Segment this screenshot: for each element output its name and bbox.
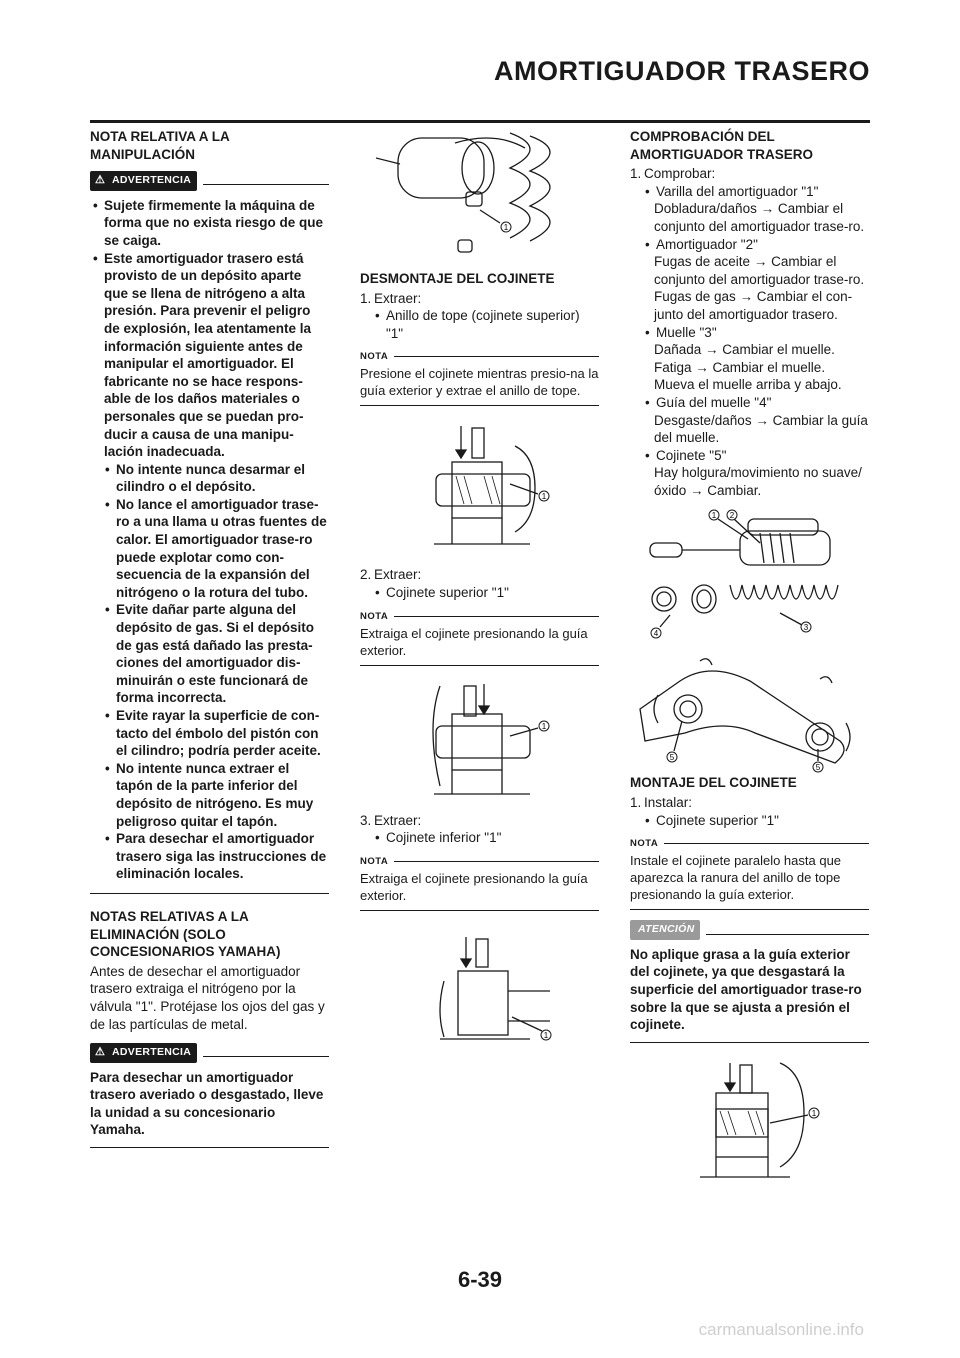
shock-parts-figure <box>630 499 869 774</box>
svg-text:1: 1 <box>541 492 547 502</box>
caution-text: No aplique grasa a la guía exterior del cojinete, ya que desgastará la superficie del amortiguador trase-ro sobre la que se ajusta a presión el cojinete. <box>630 946 862 1033</box>
warning-header <box>90 171 329 191</box>
bearing-removal-figure-2 <box>360 676 599 812</box>
column-right: COMPROBACIÓN DEL AMORTIGUADOR TRASERO 1. Comprobar: • Varilla del amortiguador "1" Dobladura/daños → Cambiar el conjunto del amortiguador trase-ro. • Amortiguador "2" Fugas de aceite → Cambiar el conjunto del amortiguador trase-ro. Fugas de gas → Cambiar el con-junto del amortiguador trasero. • Muelle "3" Dañada → Cambiar el muelle. Fatiga → Cambiar el muelle. Mueva el muelle arriba y abajo. • Guía del muelle "4" Desgaste/daños → Cambiar la guía del muelle. • Cojinete "5" Hay holgura/movimiento no suave/óxido → Cambiar. 1 2 3 4 5 5 MONTAJE DEL COJINETE 1. Instalar: • Cojinete superior "1" NOTA Instale el cojinete paralelo hasta que aparezca la ranura del anillo de tope presionando la guía exterior. ATENCIÓN No aplique grasa a la guía exterior del cojinete, ya que desgastará la superficie del amortiguador trase-ro sobre la que se ajusta a presión el cojinete. 1 <box>630 128 869 1187</box>
svg-text:4: 4 <box>653 629 659 639</box>
column-left <box>90 128 329 1162</box>
caution-header <box>630 920 869 940</box>
caution-badge: ATENCIÓN <box>630 920 700 940</box>
bearing-install-figure <box>630 1057 869 1187</box>
watermark: carmanualsonline.info <box>698 1320 864 1339</box>
warning-triangle-icon: ⚠ <box>95 174 106 187</box>
svg-text:5: 5 <box>669 753 675 763</box>
warning-subitem: • Evite rayar la superficie de con-tacto del émbolo del pistón con el cilindro; podría perder aceite. <box>90 707 329 760</box>
warning-subitem: • No intente nunca extraer el tapón de la parte inferior del depósito de nitrógeno. Es muy peligroso quitar el tapón. <box>90 760 329 830</box>
warning-subitem: • No intente nunca desarmar el cilindro o el depósito. <box>90 461 329 496</box>
warning-subitem: • No lance el amortiguador trase-ro a una llama u otras fuentes de calor. El amortiguador trase-ro puede explotar como con-secuencia de la expansión del nitrógeno o la rotura del tubo. <box>90 496 329 602</box>
warning-header <box>90 1043 329 1063</box>
svg-text:1: 1 <box>711 511 717 521</box>
note-box: NOTA Presione el cojinete mientras presio-na la guía exterior y extrae el anillo de tope. <box>360 348 599 406</box>
bearing-removal-figure-1 <box>360 416 599 566</box>
note-box: NOTA Instale el cojinete paralelo hasta que aparezca la ranura del anillo de tope presionando la guía exterior. <box>630 835 869 910</box>
svg-text:3: 3 <box>803 623 809 633</box>
svg-text:2: 2 <box>729 511 735 521</box>
svg-text:5: 5 <box>815 763 821 773</box>
disposal-text: Antes de desechar el amortiguador trasero extraiga el nitrógeno por la válvula "1". Protéjase los ojos del gas y de las partículas de metal. <box>90 963 325 1032</box>
heading-bearing-removal: DESMONTAJE DEL COJINETE <box>360 271 555 286</box>
page-title: AMORTIGUADOR TRASERO <box>494 56 870 86</box>
svg-text:1: 1 <box>543 1030 549 1040</box>
warning-badge: ⚠ ADVERTENCIA <box>90 1043 197 1063</box>
page-header <box>90 56 870 123</box>
shock-valve-figure <box>360 128 599 270</box>
disposal-warning-text: Para desechar un amortiguador trasero averiado o desgastado, lleve la unidad a su concesionario Yamaha. <box>90 1069 324 1138</box>
note-box: NOTA Extraiga el cojinete presionando la guía exterior. <box>360 608 599 666</box>
svg-text:1: 1 <box>811 1108 817 1118</box>
heading-bearing-install: MONTAJE DEL COJINETE <box>630 775 797 791</box>
svg-text:1: 1 <box>541 721 547 731</box>
bearing-removal-figure-3 <box>360 921 599 1061</box>
heading-shock-check: COMPROBACIÓN DEL AMORTIGUADOR TRASERO <box>630 129 813 162</box>
warning-subitem: • Evite dañar parte alguna del depósito de gas. Si el depósito de gas está dañado las presta-ciones del amortiguador dis-minuirán o este funcionará de forma incorrecta. <box>90 601 329 707</box>
note-box: NOTA Extraiga el cojinete presionando la guía exterior. <box>360 853 599 911</box>
warning-badge: ⚠ ADVERTENCIA <box>90 171 197 191</box>
warning-item: • Este amortiguador trasero está provisto de un depósito aparte que se llena de nitrógeno a alta presión. Para prevenir el peligro de explosión, lea atentamente la información siguiente antes de manipular el amortiguador. El fabricante no se hace respons-able de los daños materiales o personales que se puedan pro-ducir a causa de una manipu-lación inadecuada. <box>90 250 329 461</box>
page-number: 6-39 <box>457 1267 503 1292</box>
warning-item: • Sujete firmemente la máquina de forma que no exista riesgo de que se caiga. <box>90 197 329 250</box>
heading-disposal: NOTAS RELATIVAS A LA ELIMINACIÓN (SOLO CONCESIONARIOS YAMAHA) <box>90 908 281 960</box>
column-middle: 1 DESMONTAJE DEL COJINETE 1. Extraer: • Anillo de tope (cojinete superior) "1" NOTA Presione el cojinete mientras presio-na la guía exterior y extrae el anillo de tope. 1 2. Extraer: • Cojinete superior "1" NOTA Extraiga el cojinete presionando la guía exterior. 1 3. Extraer: • Cojinete inferior "1" NOTA Extraiga el cojinete presionando la guía exterior. 1 <box>360 128 599 1061</box>
heading-handling: NOTA RELATIVA A LA MANIPULACIÓN <box>90 129 230 162</box>
warning-subitem: • Para desechar el amortiguador trasero siga las instrucciones de eliminación locales. <box>90 830 329 883</box>
warning-triangle-icon: ⚠ <box>95 1046 106 1059</box>
svg-text:1: 1 <box>503 223 509 232</box>
